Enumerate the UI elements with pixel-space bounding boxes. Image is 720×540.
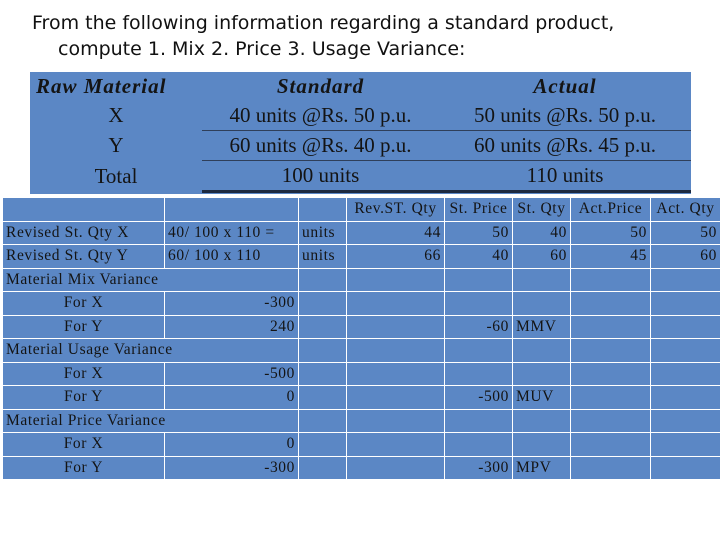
- col-rev-st-qty: Rev.ST. Qty: [347, 198, 445, 222]
- col-formula: 240: [165, 315, 299, 339]
- col-act-qty: [651, 433, 720, 457]
- col-st-qty: 40: [513, 221, 571, 245]
- col-act-qty: 50: [651, 221, 720, 245]
- table-row: [3, 386, 720, 410]
- actual-value: 50 units @Rs. 50 p.u.: [439, 101, 691, 131]
- col-unit: [299, 456, 347, 480]
- heading-line-2: compute 1. Mix 2. Price 3. Usage Variance:: [58, 38, 466, 60]
- col-rev-st-qty: [347, 315, 445, 339]
- section-row: [3, 339, 720, 363]
- col-formula: 0: [165, 386, 299, 410]
- empty-cell: [513, 268, 571, 292]
- col-label: For Y: [3, 315, 165, 339]
- col-rev-st-qty: [347, 386, 445, 410]
- col-unit: [299, 386, 347, 410]
- col-label: Revised St. Qty X: [3, 221, 165, 245]
- empty-cell: [571, 409, 651, 433]
- table-row: [3, 221, 720, 245]
- col-rev-st-qty: [347, 362, 445, 386]
- col-st-price: -500: [445, 386, 513, 410]
- col-label: For Y: [3, 456, 165, 480]
- table-row: [3, 245, 720, 269]
- col-formula: 40/ 100 x 110 =: [165, 221, 299, 245]
- col-act-qty: [651, 315, 720, 339]
- empty-cell: [445, 339, 513, 363]
- col-rev-st-qty: [347, 292, 445, 316]
- col-formula: -500: [165, 362, 299, 386]
- empty-cell: [571, 268, 651, 292]
- col-st-price: 40: [445, 245, 513, 269]
- table-header-row: [30, 72, 691, 101]
- empty-cell: [347, 409, 445, 433]
- col-st-price: [445, 362, 513, 386]
- col-act-price: 45: [571, 245, 651, 269]
- col-rev-st-qty: 66: [347, 245, 445, 269]
- material-name: X: [108, 103, 124, 128]
- col-st-price: [445, 292, 513, 316]
- standard-value: 40 units @Rs. 50 p.u.: [202, 101, 439, 131]
- col-unit: units: [299, 221, 347, 245]
- col-act-price: [571, 386, 651, 410]
- table-row-total: [30, 161, 691, 192]
- empty-cell: [445, 268, 513, 292]
- col-unit: [299, 315, 347, 339]
- empty-cell: [299, 339, 347, 363]
- col-formula: -300: [165, 456, 299, 480]
- table-row: [30, 131, 691, 161]
- col-rev-st-qty: 44: [347, 221, 445, 245]
- standard-actual-table: [30, 72, 691, 193]
- empty-cell: [347, 339, 445, 363]
- variance-worksheet-table: [2, 197, 720, 480]
- col-label: For X: [3, 433, 165, 457]
- header-raw-material: Raw Material: [36, 74, 167, 98]
- col-act-qty: [651, 456, 720, 480]
- empty-cell: [347, 268, 445, 292]
- header-standard: Standard: [276, 74, 365, 98]
- question-heading: [32, 10, 692, 62]
- col-act-price: [571, 456, 651, 480]
- col-st-price: 50: [445, 221, 513, 245]
- col-formula: -300: [165, 292, 299, 316]
- actual-value: 60 units @Rs. 45 p.u.: [439, 131, 691, 161]
- heading-line-1: From the following information regarding a standard product,: [32, 12, 615, 34]
- col-st-price: -60: [445, 315, 513, 339]
- col-formula: 60/ 100 x 110: [165, 245, 299, 269]
- col-act-price: 50: [571, 221, 651, 245]
- col-unit: [299, 292, 347, 316]
- standard-total: 100 units: [202, 161, 439, 192]
- empty-cell: [651, 339, 720, 363]
- col-act-qty: [651, 362, 720, 386]
- col-act-price: Act.Price: [571, 198, 651, 222]
- col-st-qty: [513, 362, 571, 386]
- empty-cell: [571, 339, 651, 363]
- col-act-price: [571, 362, 651, 386]
- empty-cell: [445, 409, 513, 433]
- col-label: For X: [3, 362, 165, 386]
- section-title: Material Mix Variance: [3, 268, 299, 292]
- col-st-price: St. Price: [445, 198, 513, 222]
- empty-cell: [299, 409, 347, 433]
- col-act-qty: [651, 386, 720, 410]
- col-act-qty: [651, 292, 720, 316]
- col-rev-st-qty: [347, 456, 445, 480]
- col-label: [3, 198, 165, 222]
- table-row: [30, 101, 691, 131]
- col-act-price: [571, 315, 651, 339]
- col-st-qty: MMV: [513, 315, 571, 339]
- col-unit: [299, 362, 347, 386]
- col-label: Revised St. Qty Y: [3, 245, 165, 269]
- col-act-qty: Act. Qty: [651, 198, 720, 222]
- empty-cell: [299, 268, 347, 292]
- col-label: For X: [3, 292, 165, 316]
- table-row: [3, 456, 720, 480]
- col-label: For Y: [3, 386, 165, 410]
- standard-value: 60 units @Rs. 40 p.u.: [202, 131, 439, 161]
- section-title: Material Price Variance: [3, 409, 299, 433]
- material-name: Y: [108, 133, 124, 157]
- col-st-qty: MUV: [513, 386, 571, 410]
- col-st-qty: MPV: [513, 456, 571, 480]
- col-act-price: [571, 292, 651, 316]
- header-actual: Actual: [533, 74, 597, 98]
- section-title: Material Usage Variance: [3, 339, 299, 363]
- col-act-qty: 60: [651, 245, 720, 269]
- table-row: [3, 315, 720, 339]
- table-row: [3, 292, 720, 316]
- empty-cell: [513, 339, 571, 363]
- col-act-price: [571, 433, 651, 457]
- col-unit: [299, 433, 347, 457]
- col-rev-st-qty: [347, 433, 445, 457]
- empty-cell: [651, 409, 720, 433]
- col-formula: [165, 198, 299, 222]
- col-st-qty: [513, 292, 571, 316]
- col-unit: units: [299, 245, 347, 269]
- col-unit: [299, 198, 347, 222]
- table-row: [3, 362, 720, 386]
- col-st-price: [445, 433, 513, 457]
- col-formula: 0: [165, 433, 299, 457]
- header-row: [3, 198, 720, 222]
- actual-total: 110 units: [439, 161, 691, 192]
- col-st-qty: St. Qty: [513, 198, 571, 222]
- total-label: Total: [94, 163, 138, 188]
- section-row: [3, 409, 720, 433]
- col-st-qty: [513, 433, 571, 457]
- empty-cell: [651, 268, 720, 292]
- col-st-qty: 60: [513, 245, 571, 269]
- empty-cell: [513, 409, 571, 433]
- section-row: [3, 268, 720, 292]
- table-row: [3, 433, 720, 457]
- col-st-price: -300: [445, 456, 513, 480]
